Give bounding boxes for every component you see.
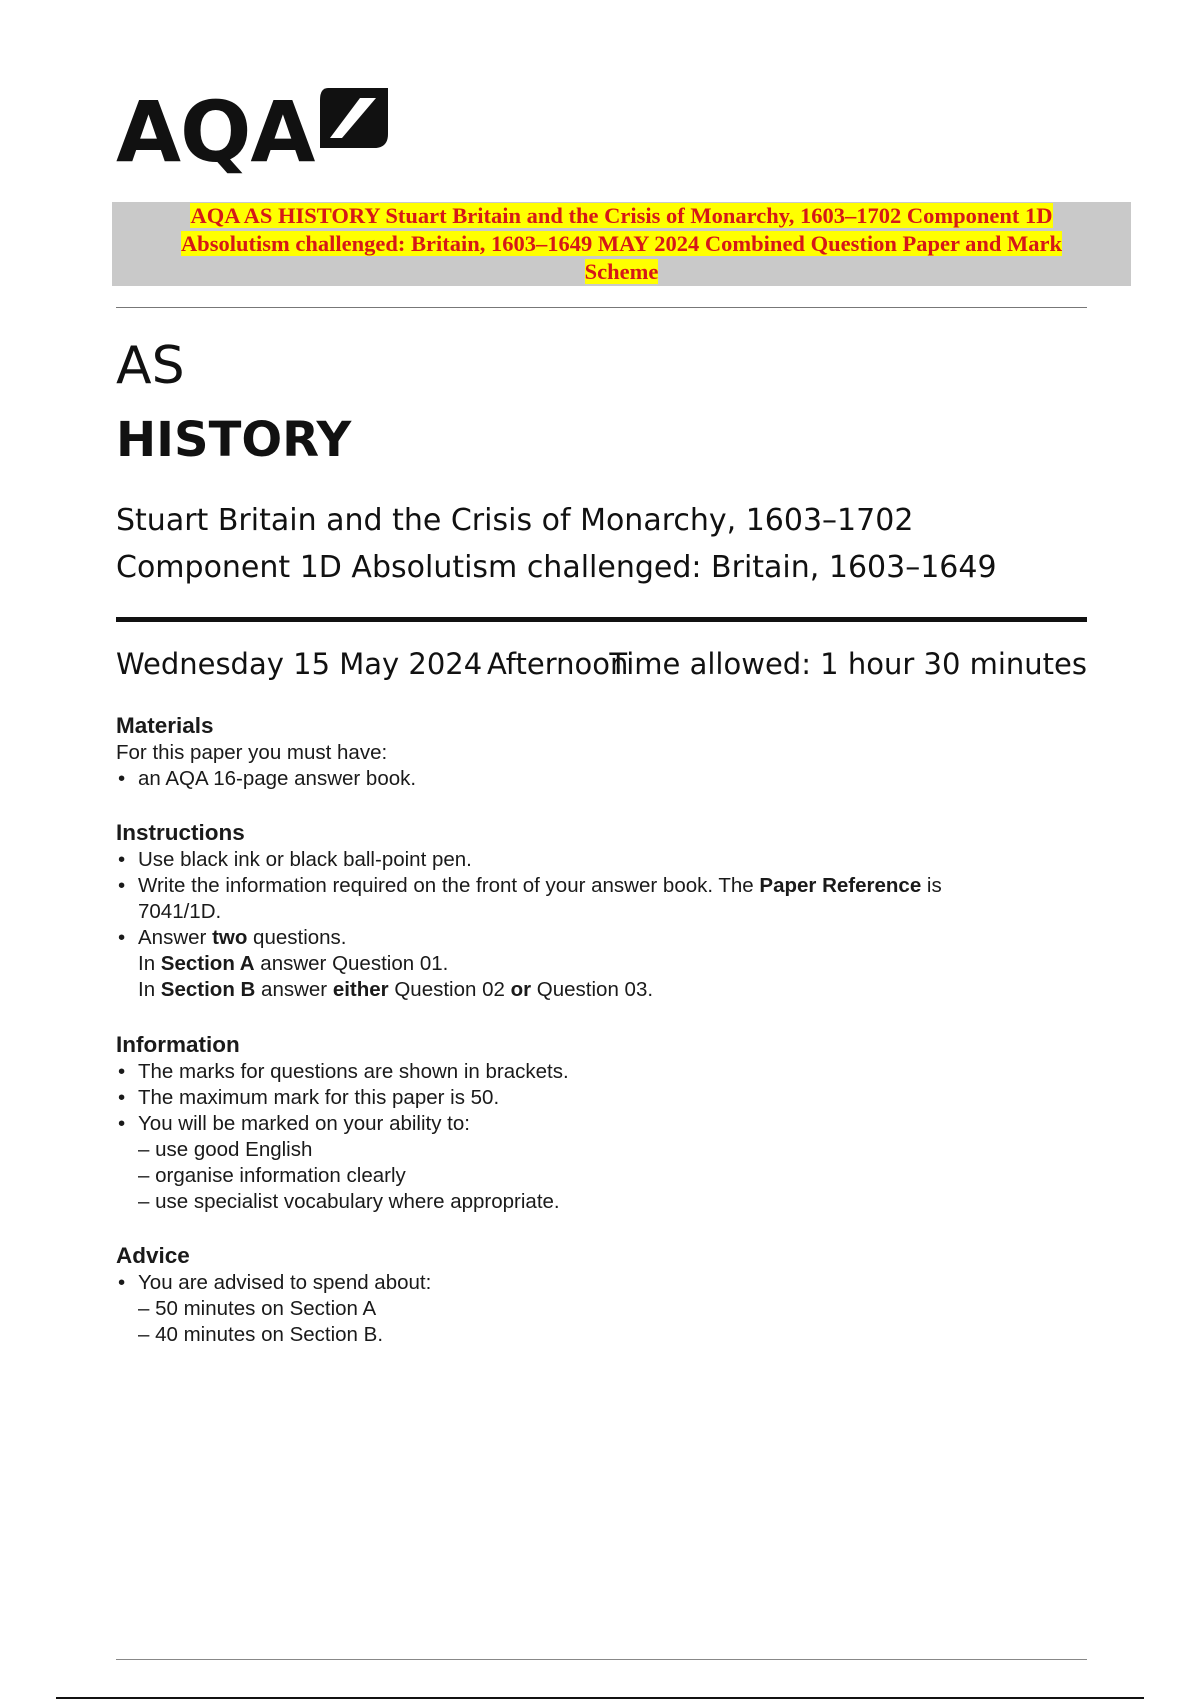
text-run: Question 03. <box>531 978 654 1001</box>
exam-date: Wednesday 15 May 2024 <box>116 647 483 681</box>
exam-session: Afternoon <box>487 647 629 681</box>
information-section <box>116 1031 1076 1215</box>
document-title-banner <box>112 202 1131 286</box>
divider-thick <box>116 617 1087 622</box>
text-run: answer Question 01. <box>254 952 449 975</box>
page-bottom-edge <box>56 1697 1144 1699</box>
instructions-item: • Use black ink or black ball-point pen. <box>116 847 1076 873</box>
text-run: questions. <box>247 926 347 949</box>
instructions-heading: Instructions <box>116 820 245 845</box>
section-b-instruction <box>116 977 1076 1003</box>
materials-item: • an AQA 16-page answer book. <box>116 766 1076 792</box>
paper-reference-value: 7041/1D. <box>138 900 222 923</box>
banner-line-1: AQA AS HISTORY Stuart Britain and the Crisis of Monarchy, 1603–1702 Component 1D <box>190 203 1053 228</box>
information-item: • The marks for questions are shown in brackets. <box>116 1059 1076 1085</box>
section-a-instruction <box>116 951 1076 977</box>
information-item: • You will be marked on your ability to: <box>116 1111 1076 1137</box>
divider-top <box>116 307 1087 308</box>
text-run-bold: either <box>332 978 389 1001</box>
banner-line-2: Absolutism challenged: Britain, 1603–1649 MAY 2024 Combined Question Paper and Mark <box>180 231 1063 256</box>
instructions-item <box>116 873 1076 925</box>
text-run-bold: Section B <box>160 978 256 1001</box>
instructions-item <box>116 925 1076 951</box>
advice-subitem: – 50 minutes on Section A <box>138 1297 377 1320</box>
text-run-bold: or <box>510 978 532 1001</box>
text-run-bold: two <box>212 926 248 949</box>
paper-title: Stuart Britain and the Crisis of Monarchy, 1603–1702 <box>116 503 914 538</box>
instructions-section <box>116 819 1076 1003</box>
information-subitem: – use good English <box>138 1138 313 1161</box>
text-run: answer <box>255 978 333 1001</box>
aqa-logo-text: AQA <box>116 83 315 181</box>
advice-section <box>116 1242 1076 1348</box>
information-subitem: – organise information clearly <box>138 1164 406 1187</box>
divider-footer <box>116 1659 1087 1660</box>
materials-heading: Materials <box>116 713 214 738</box>
text-run: In <box>138 978 161 1001</box>
subject-title: HISTORY <box>116 412 352 468</box>
information-heading: Information <box>116 1032 240 1057</box>
text-run-bold: Section A <box>160 952 255 975</box>
text-run: Write the information required on the front of your answer book. The <box>138 874 760 897</box>
information-item: • The maximum mark for this paper is 50. <box>116 1085 1076 1111</box>
text-run: Answer <box>138 926 213 949</box>
materials-intro: For this paper you must have: <box>116 741 388 764</box>
component-title: Component 1D Absolutism challenged: Britain, 1603–1649 <box>116 550 997 585</box>
paper-reference-label: Paper Reference <box>759 874 922 897</box>
advice-subitem: – 40 minutes on Section B. <box>138 1323 384 1346</box>
information-subitem: – use specialist vocabulary where appropriate. <box>138 1190 560 1213</box>
time-allowed: Time allowed: 1 hour 30 minutes <box>609 647 1087 681</box>
text-run: Question 02 <box>388 978 511 1001</box>
text-run: In <box>138 952 161 975</box>
materials-section <box>116 712 1076 792</box>
text-run: is <box>921 874 942 897</box>
banner-line-3: Scheme <box>584 259 659 284</box>
advice-item: • You are advised to spend about: <box>116 1270 1076 1296</box>
advice-heading: Advice <box>116 1243 190 1268</box>
qualification-level: AS <box>116 336 185 396</box>
aqa-logo-mark-icon <box>320 88 388 148</box>
aqa-logo <box>116 83 386 186</box>
